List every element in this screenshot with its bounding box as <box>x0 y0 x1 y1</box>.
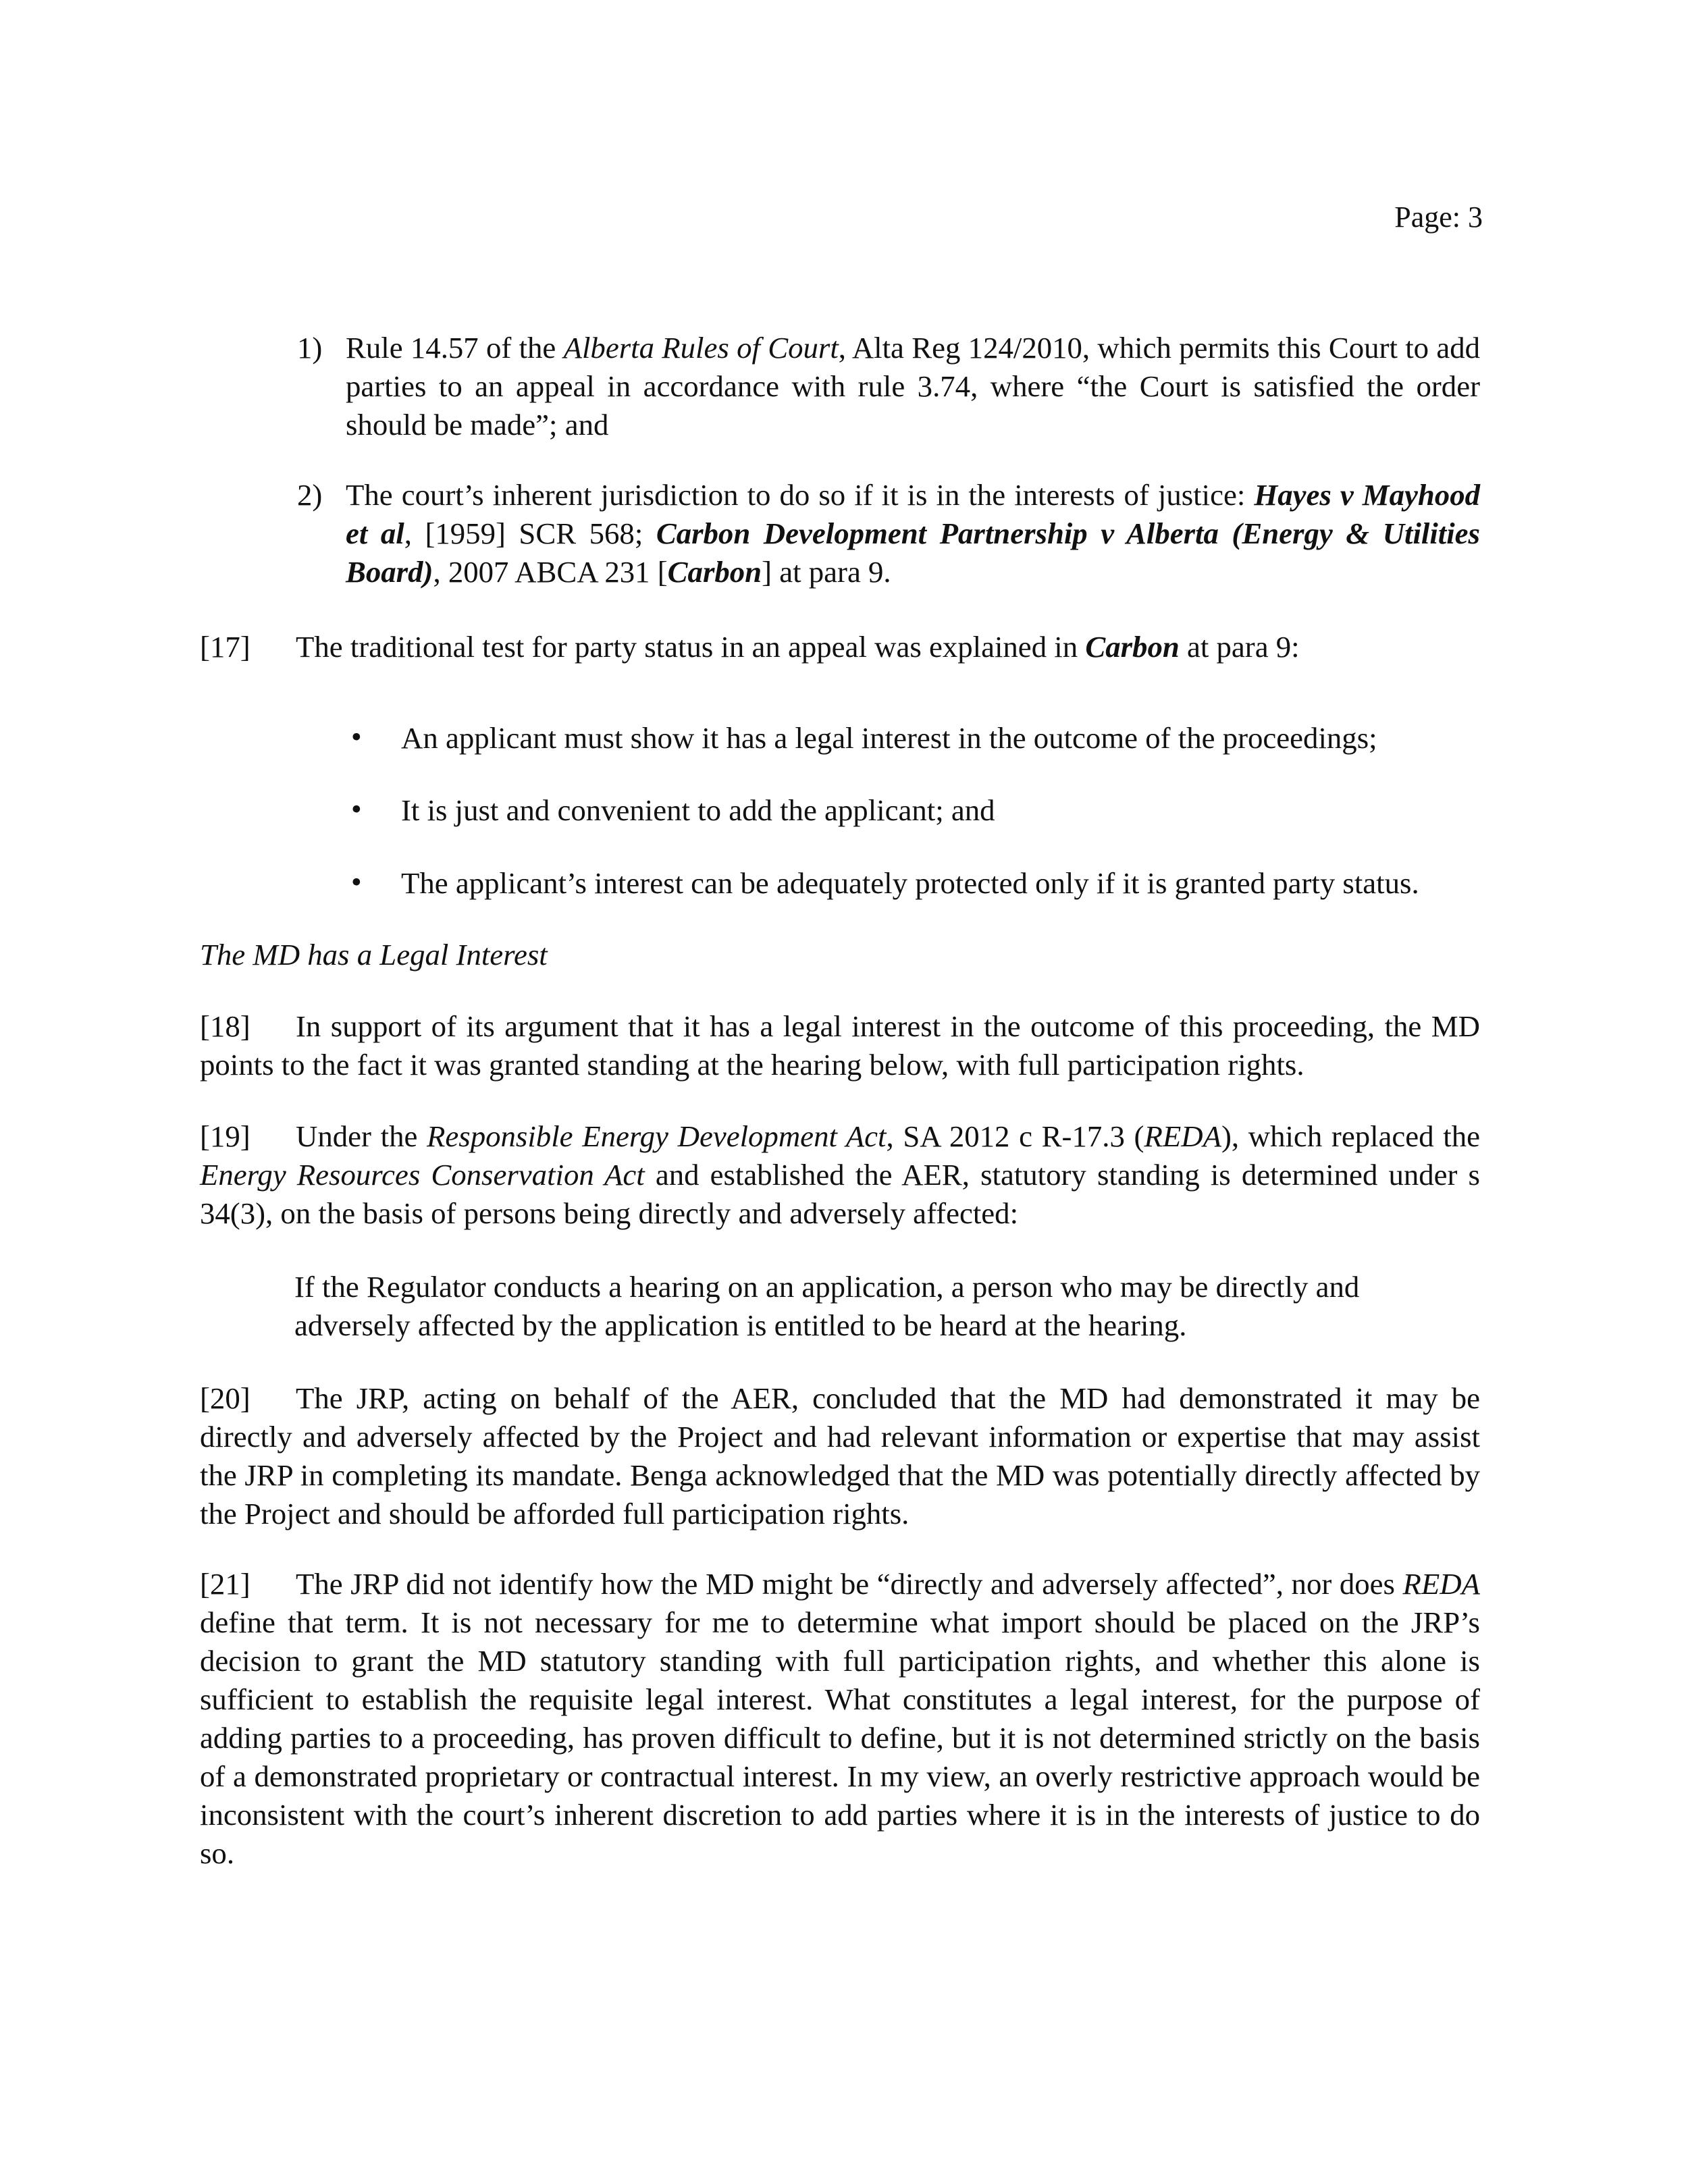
paragraph-20: [20] The JRP, acting on behalf of the AER, concluded that the MD had demonstrated it may be directly and adversely affected by the Project and had relevant information or expertise that may assist the JRP in completing its mandate. Benga acknowledged that the MD was potentially directly affected by the Project and should be afforded full participation rights. <box>200 1379 1480 1533</box>
paragraph-number: [17] <box>200 630 250 664</box>
list-marker: 1) <box>297 331 323 365</box>
bullet-icon: • <box>351 720 362 753</box>
bullet-item-2: • It is just and convenient to add the applicant; and <box>351 791 1499 830</box>
case-short-name: Carbon <box>1085 630 1180 664</box>
bullet-item-3: • The applicant’s interest can be adequately protected only if it is granted party status. <box>351 864 1499 903</box>
list-item-2 <box>297 476 1480 591</box>
statute-name: Responsible Energy Development Act <box>427 1119 887 1153</box>
statute-abbrev: REDA <box>1402 1567 1480 1601</box>
bullet-item-1: • An applicant must show it has a legal interest in the outcome of the proceedings; <box>351 719 1499 757</box>
statute-name: Energy Resources Conservation Act <box>200 1158 645 1192</box>
paragraph-19: [19] Under the Responsible Energy Development Act, SA 2012 c R-17.3 (REDA), which replaced the Energy Resources Conservation Act and established the AER, statutory standing is determined under s 34(3), on the basis of persons being directly and adversely affected: <box>200 1117 1480 1233</box>
paragraph-21: [21] The JRP did not identify how the MD might be “directly and adversely affected”, nor does REDA define that term. It is not necessary for me to determine what import should be placed on the JRP’s decision to grant the MD statutory standing with full participation rights, and whether this alone is sufficient to establish the requisite legal interest. What constitutes a legal interest, for the purpose of adding parties to a proceeding, has proven difficult to define, but it is not determined strictly on the basis of a demonstrated proprietary or contractual interest. In my view, an overly restrictive approach would be inconsistent with the court’s inherent discretion to add parties where it is in the interests of justice to do so. <box>200 1565 1480 1873</box>
list-item-1 <box>297 329 1480 444</box>
paragraph-number: [19] <box>200 1119 250 1153</box>
page-number: Page: 3 <box>1394 201 1483 234</box>
statute-abbrev: REDA <box>1144 1119 1221 1153</box>
list-item-text: Rule 14.57 of the Alberta Rules of Court, Alta Reg 124/2010, which permits this Court to add parties to an appeal in accordance with rule 3.74, where “the Court is satisfied the order should be made”; and <box>346 331 1481 442</box>
bullet-icon: • <box>351 792 362 826</box>
case-citation: Hayes v Mayhood et al <box>346 478 1480 550</box>
paragraph-number: [21] <box>200 1567 250 1601</box>
paragraph-18: [18] In support of its argument that it has a legal interest in the outcome of this proceeding, the MD points to the fact it was granted standing at the hearing below, with full participation rights. <box>200 1007 1480 1084</box>
bullet-icon: • <box>351 865 362 899</box>
paragraph-number: [18] <box>200 1009 250 1043</box>
case-short-name: Carbon <box>667 555 762 589</box>
block-quote: If the Regulator conducts a hearing on an application, a person who may be directly and adversely affected by the application is entitled to be heard at the hearing. <box>294 1270 1360 1342</box>
case-citation: Carbon Development Partnership v Alberta (Energy & Utilities Board) <box>346 516 1480 589</box>
paragraph-number: [20] <box>200 1381 250 1415</box>
paragraph-17: [17] The traditional test for party status in an appeal was explained in Carbon at para 9: <box>200 628 1483 666</box>
list-item-text: The court’s inherent jurisdiction to do so if it is in the interests of justice: Hayes v Mayhood et al, [1959] SCR 568; Carbon Development Partnership v Alberta (Energy & Utilities Board), 2007 ABCA 231 [Carbon] at para 9. <box>346 478 1480 589</box>
section-heading: The MD has a Legal Interest <box>200 938 548 971</box>
list-marker: 2) <box>297 478 323 512</box>
